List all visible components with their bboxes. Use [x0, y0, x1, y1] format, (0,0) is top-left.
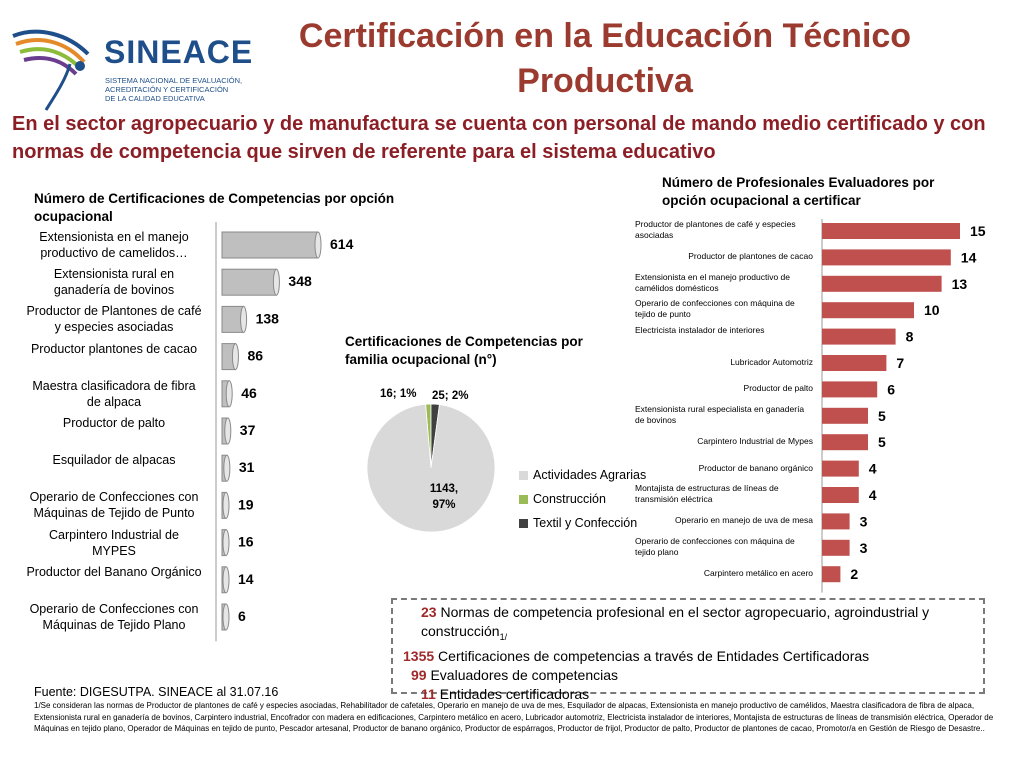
data-label: 16 — [238, 533, 254, 550]
category-label: Productor del Banano Orgánico — [26, 564, 202, 579]
category-label: Productor de plantones de cacao — [688, 251, 813, 262]
bar — [822, 408, 868, 424]
summary-box — [391, 598, 985, 702]
legend-label: Textil y Confección — [533, 516, 638, 530]
summary-text: Certificaciones de competencias a través de Entidades Certificadoras — [434, 647, 870, 664]
category-label: Extensionista en el manejo productivo de camelidos… — [39, 230, 189, 260]
logo-wordmark: SINEACE — [104, 34, 254, 70]
data-label: 86 — [247, 347, 264, 364]
data-label: 5 — [878, 407, 886, 424]
pie-data-label: 97% — [432, 499, 456, 511]
summary-number: 99 — [411, 666, 427, 683]
logo-subtitle-line: SISTEMA NACIONAL DE EVALUACIÓN, — [105, 76, 243, 85]
logo-subtitle-line: DE LA CALIDAD EDUCATIVA — [105, 94, 205, 103]
summary-text: Normas de competencia profesional en el sector agropecuario, agroindustrial y construcción — [421, 604, 930, 639]
intro-statement: En el sector agropecuario y de manufactura se cuenta con personal de mando medio certificado y con normas de competencia que sirven de referente para el sistema educativo — [12, 113, 986, 163]
pie-data-label: 25; 2% — [432, 390, 469, 402]
data-label: 37 — [239, 422, 256, 438]
legend-label: Construcción — [533, 492, 606, 506]
category-label: Carpintero metálico en acero — [703, 568, 813, 579]
data-label: 31 — [238, 459, 255, 476]
summary-item-certificaciones — [403, 647, 973, 666]
bar — [822, 329, 896, 345]
data-label: 6 — [887, 381, 895, 398]
category-label: Maestra clasificadora de fibra de alpaca — [32, 378, 196, 409]
page-title: Certificación en la Educación Técnico Productiva — [298, 17, 912, 100]
category-label: Operario de confecciones con máquina de tejido de punto — [635, 298, 795, 320]
bar — [822, 381, 877, 397]
bar — [822, 566, 840, 582]
category-label: Productor de banano orgánico — [698, 462, 813, 473]
data-label: 3 — [859, 513, 868, 530]
data-label: 614 — [330, 236, 354, 252]
data-label: 4 — [868, 487, 877, 503]
category-label: Productor de plantones de café y especies asociadas — [635, 219, 796, 240]
category-label: Esquilador de alpacas — [52, 453, 176, 468]
category-label: Lubricador Automotriz — [730, 357, 813, 367]
summary-number: 11 — [421, 685, 436, 702]
bar — [822, 223, 960, 239]
category-label: Operario de Confecciones con Máquinas de Tejido de Punto — [29, 490, 199, 521]
summary-item-normas — [403, 603, 973, 647]
pie-data-label: 1143, — [429, 483, 459, 495]
summary-text: Entidades certificadoras — [435, 685, 590, 702]
category-label: Extensionista rural especialista en ganadería de bovinos — [635, 403, 805, 425]
category-label: Productor de Plantones de café y especies asociadas — [26, 304, 202, 335]
chart-title-evaluadores: Número de Profesionales Evaluadores por opción ocupacional a certificar — [662, 175, 935, 208]
category-label: Operario en manejo de uva de mesa — [675, 515, 813, 526]
summary-item-evaluadores — [403, 666, 973, 685]
bar — [822, 302, 914, 318]
category-label: Electricista instalador de interiores — [635, 324, 765, 335]
category-label: Extensionista en el manejo productivo de camélidos domésticos — [635, 271, 790, 293]
category-label: Montajista de estructuras de líneas de transmisión eléctrica — [635, 483, 779, 504]
summary-number: 1355 — [403, 647, 435, 664]
bar — [822, 434, 868, 450]
data-label: 3 — [859, 539, 868, 556]
data-label: 19 — [238, 496, 254, 513]
category-label: Operario de Confecciones con Máquinas de Tejido Plano — [29, 602, 199, 632]
data-label: 46 — [241, 384, 257, 401]
bar — [822, 249, 951, 265]
summary-text: Evaluadores de competencias — [426, 666, 619, 683]
data-label: 8 — [905, 328, 914, 345]
data-label: 10 — [924, 302, 940, 319]
legend-label: Actividades Agrarias — [533, 468, 647, 482]
category-label: Operario de confecciones con máquina de tejido plano — [635, 535, 795, 557]
logo-subtitle-line: ACREDITACIÓN Y CERTIFICACIÓN — [105, 85, 229, 94]
category-label: Productor de palto — [743, 383, 813, 394]
category-label: Productor de palto — [62, 416, 166, 430]
data-label: 348 — [288, 273, 312, 290]
chart-title-certificaciones: Número de Certificaciones de Competencias por opción ocupacional — [34, 191, 395, 224]
bar — [822, 540, 850, 556]
data-label: 138 — [255, 310, 279, 327]
data-label: 7 — [896, 355, 905, 371]
category-label: Carpintero Industrial de MYPES — [49, 527, 179, 558]
category-label: Productor plantones de cacao — [30, 341, 198, 356]
source-note: Fuente: DIGESUTPA. SINEACE al 31.07.16 — [34, 685, 279, 699]
data-label: 5 — [878, 434, 886, 451]
summary-superscript: 1/ — [499, 631, 508, 642]
chart-title-familia-ocupacional: Certificaciones de Competencias por familia ocupacional (n°) — [345, 334, 583, 367]
bar — [822, 461, 859, 477]
data-label: 2 — [850, 566, 859, 583]
bar — [822, 355, 886, 371]
bar — [822, 276, 942, 292]
data-label: 6 — [238, 608, 246, 624]
bar — [822, 487, 859, 503]
category-label: Carpintero Industrial de Mypes — [697, 436, 813, 447]
pie-data-label: 16; 1% — [380, 388, 417, 400]
summary-number: 23 — [421, 604, 437, 620]
footnote: 1/Se consideran las normas de Productor de plantones de café y especies asociadas, Rehabilitador de cafetales, Operario en manejo de uva de mes, Esquilador de alpacas, Extensionista en manejo productivo de camélidos, Maestra clasificadora de fibra de alpaca, Extensionista rural en ganadería de bovinos, Carpintero industrial, Encofrador con madera en edificaciones, Carpintero metálico en acero, Lubricador automotriz, Electricista instalador de interiores, Montajista de estructuras de líneas de transmisión eléctrica, Operador de Máquinas en tejido plano, Operador de Máquinas en tejido de punto, Pescador artesanal, Productor de banano orgánico, Productor de espárragos, Productor de frijol, Productor de palto, Productor de plantones de cacao, Promotor/a en Gestión de Riesgo de Desastre.. — [34, 701, 994, 733]
bar — [822, 513, 850, 529]
data-label: 14 — [960, 249, 977, 266]
data-label: 13 — [951, 275, 968, 292]
data-label: 14 — [238, 570, 254, 587]
category-label: Extensionista rural en ganadería de bovinos — [53, 267, 175, 298]
data-label: 4 — [868, 460, 877, 477]
data-label: 15 — [970, 223, 986, 239]
